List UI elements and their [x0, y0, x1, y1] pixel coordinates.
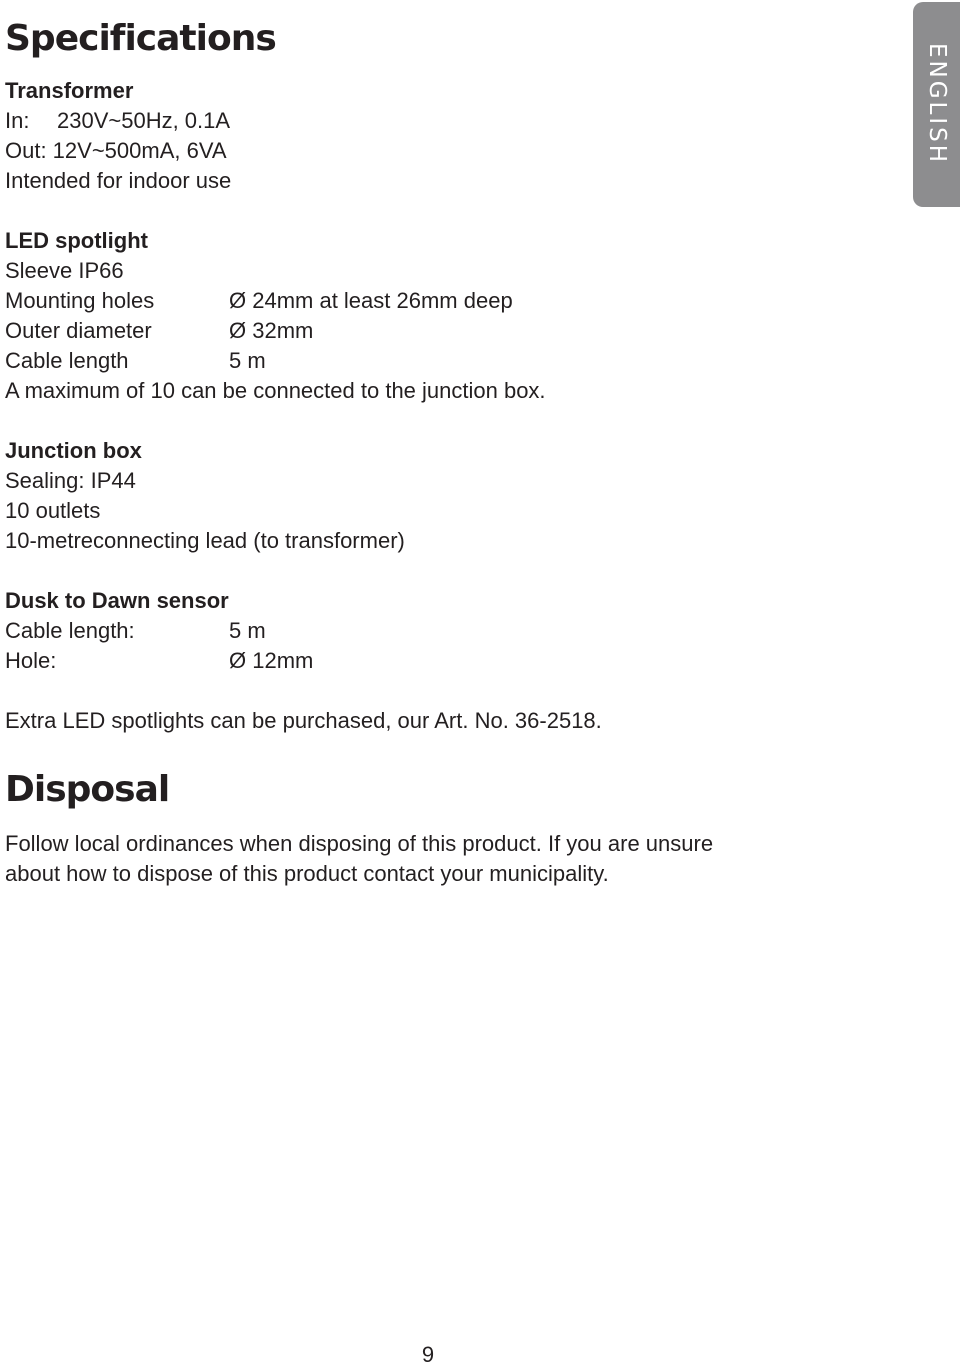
- sensor-cable-value: 5 m: [229, 618, 266, 643]
- led-sleeve: Sleeve IP66: [5, 258, 124, 283]
- page-number: 9: [421, 1342, 435, 1367]
- outer-diameter-label: Outer diameter: [5, 318, 152, 343]
- junction-lead: 10-metreconnecting lead (to transformer): [5, 528, 405, 553]
- disposal-line-1: Follow local ordinances when disposing of this product. If you are unsure: [5, 831, 714, 856]
- sensor-cable-label: Cable length:: [5, 618, 135, 643]
- led-spotlight-heading: LED spotlight: [5, 228, 148, 253]
- cable-length-label: Cable length: [5, 348, 129, 373]
- mounting-holes-value: Ø 24mm at least 26mm deep: [229, 288, 513, 313]
- specifications-title: Specifications: [5, 18, 276, 59]
- extra-spotlights-note: Extra LED spotlights can be purchased, our Art. No. 36-2518.: [5, 708, 602, 733]
- junction-outlets: 10 outlets: [5, 498, 101, 523]
- cable-length-value: 5 m: [229, 348, 266, 373]
- outer-diameter-value: Ø 32mm: [229, 318, 314, 343]
- transformer-in-label: In:: [5, 108, 30, 133]
- junction-sealing: Sealing: IP44: [5, 468, 136, 493]
- transformer-heading: Transformer: [5, 78, 134, 103]
- mounting-holes-label: Mounting holes: [5, 288, 155, 313]
- disposal-title: Disposal: [5, 769, 170, 810]
- led-max-note: A maximum of 10 can be connected to the junction box.: [5, 378, 546, 403]
- language-tab-label: ENGLISH: [923, 42, 950, 166]
- sensor-hole-value: Ø 12mm: [229, 648, 314, 673]
- transformer-in-value: 230V~50Hz, 0.1A: [57, 108, 231, 133]
- transformer-out: Out: 12V~500mA, 6VA: [5, 138, 227, 163]
- sensor-heading: Dusk to Dawn sensor: [5, 588, 229, 613]
- sensor-hole-label: Hole:: [5, 648, 57, 673]
- transformer-indoor: Intended for indoor use: [5, 168, 232, 193]
- junction-box-heading: Junction box: [5, 438, 142, 463]
- disposal-line-2: about how to dispose of this product contact your municipality.: [5, 861, 609, 886]
- language-tab: [913, 2, 960, 207]
